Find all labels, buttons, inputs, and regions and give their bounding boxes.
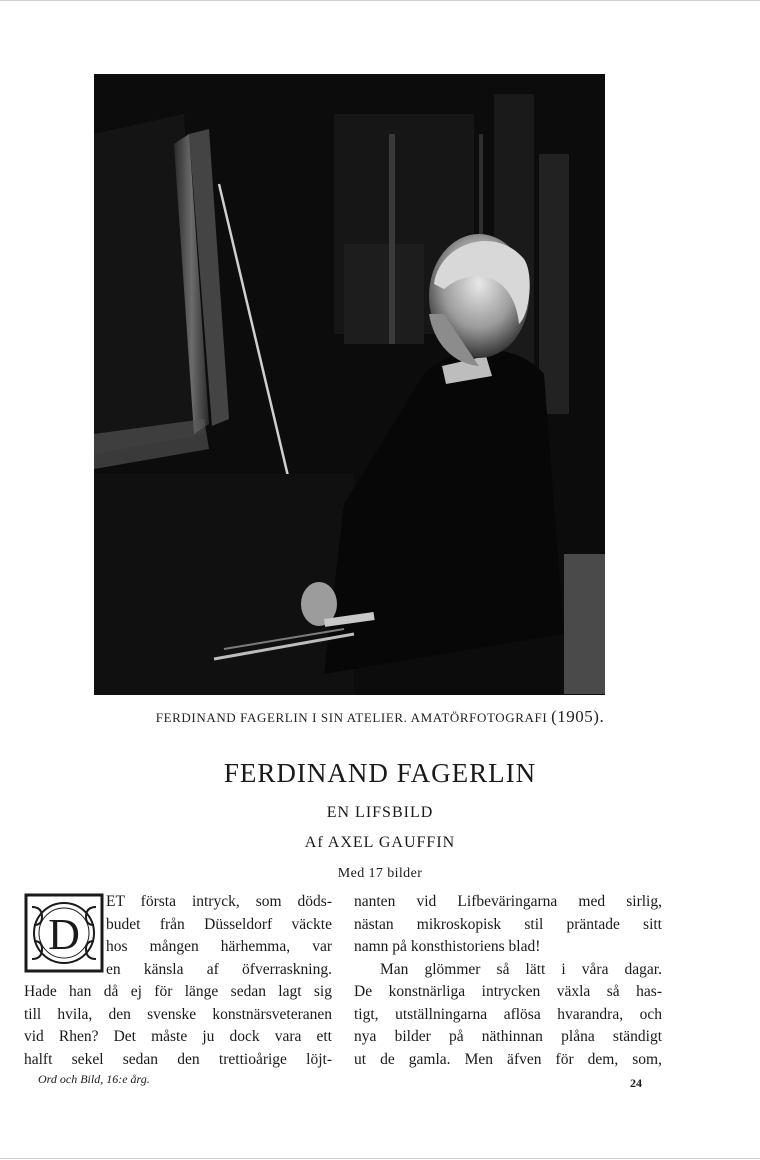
left-line: hos mången härhemma, var	[106, 938, 332, 955]
right-line: De konstnärliga intrycken växla så has-	[354, 983, 662, 1000]
right-line: nanten vid Lifbeväringarna med sirlig,	[354, 893, 662, 910]
right-line: tigt, utställningarna aflösa hvarandra, och	[354, 1005, 662, 1023]
photograph-image	[94, 74, 605, 695]
article-title: FERDINAND FAGERLIN	[223, 758, 537, 788]
left-line: en känsla af öfverraskning.	[106, 960, 332, 978]
bottom-rule	[0, 1158, 760, 1159]
top-rule	[0, 0, 760, 1]
right-line: nästan mikroskopisk stil präntade sitt	[354, 915, 662, 933]
byline-prefix: Af	[304, 834, 324, 851]
right-line: namn på konsthistoriens blad!	[354, 938, 541, 955]
left-line: halft sekel sedan den trettioårige löjt-	[24, 1050, 332, 1068]
right-line: ut de gamla. Men äfven för dem, som,	[354, 1050, 662, 1068]
article-subtitle: EN LIFSBILD	[326, 804, 434, 821]
caption-year: (1905).	[551, 707, 605, 726]
dropcap-letter: D	[48, 910, 80, 959]
caption-text: FERDINAND FAGERLIN I SIN ATELIER. AMATÖRFOTOGRAFI	[155, 710, 548, 725]
byline-author: AXEL GAUFFIN	[327, 834, 456, 851]
left-line: Hade han då ej för länge sedan lagt sig	[24, 983, 332, 1000]
right-line: nya bilder på näthinnan plåna ständigt	[354, 1028, 662, 1045]
images-note: Med 17 bilder	[337, 866, 423, 881]
left-line: till hvila, den svenske konstnärsveteranen	[24, 1005, 332, 1023]
article-byline	[0, 834, 760, 852]
right-line: Man glömmer så lätt i våra dagar.	[380, 960, 662, 978]
page-number: 24	[630, 1076, 642, 1090]
left-text-column	[24, 891, 332, 1071]
photo-caption	[0, 707, 760, 727]
journal-footnote: Ord och Bild, 16:e årg.	[38, 1072, 150, 1086]
left-line: budet från Düsseldorf väckte	[106, 915, 332, 933]
left-line: ET första intryck, som döds-	[106, 893, 332, 910]
left-line: vid Rhen? Det måste ju dock vara ett	[24, 1028, 332, 1045]
right-text-column	[354, 891, 662, 1071]
portrait-photograph	[94, 74, 605, 695]
